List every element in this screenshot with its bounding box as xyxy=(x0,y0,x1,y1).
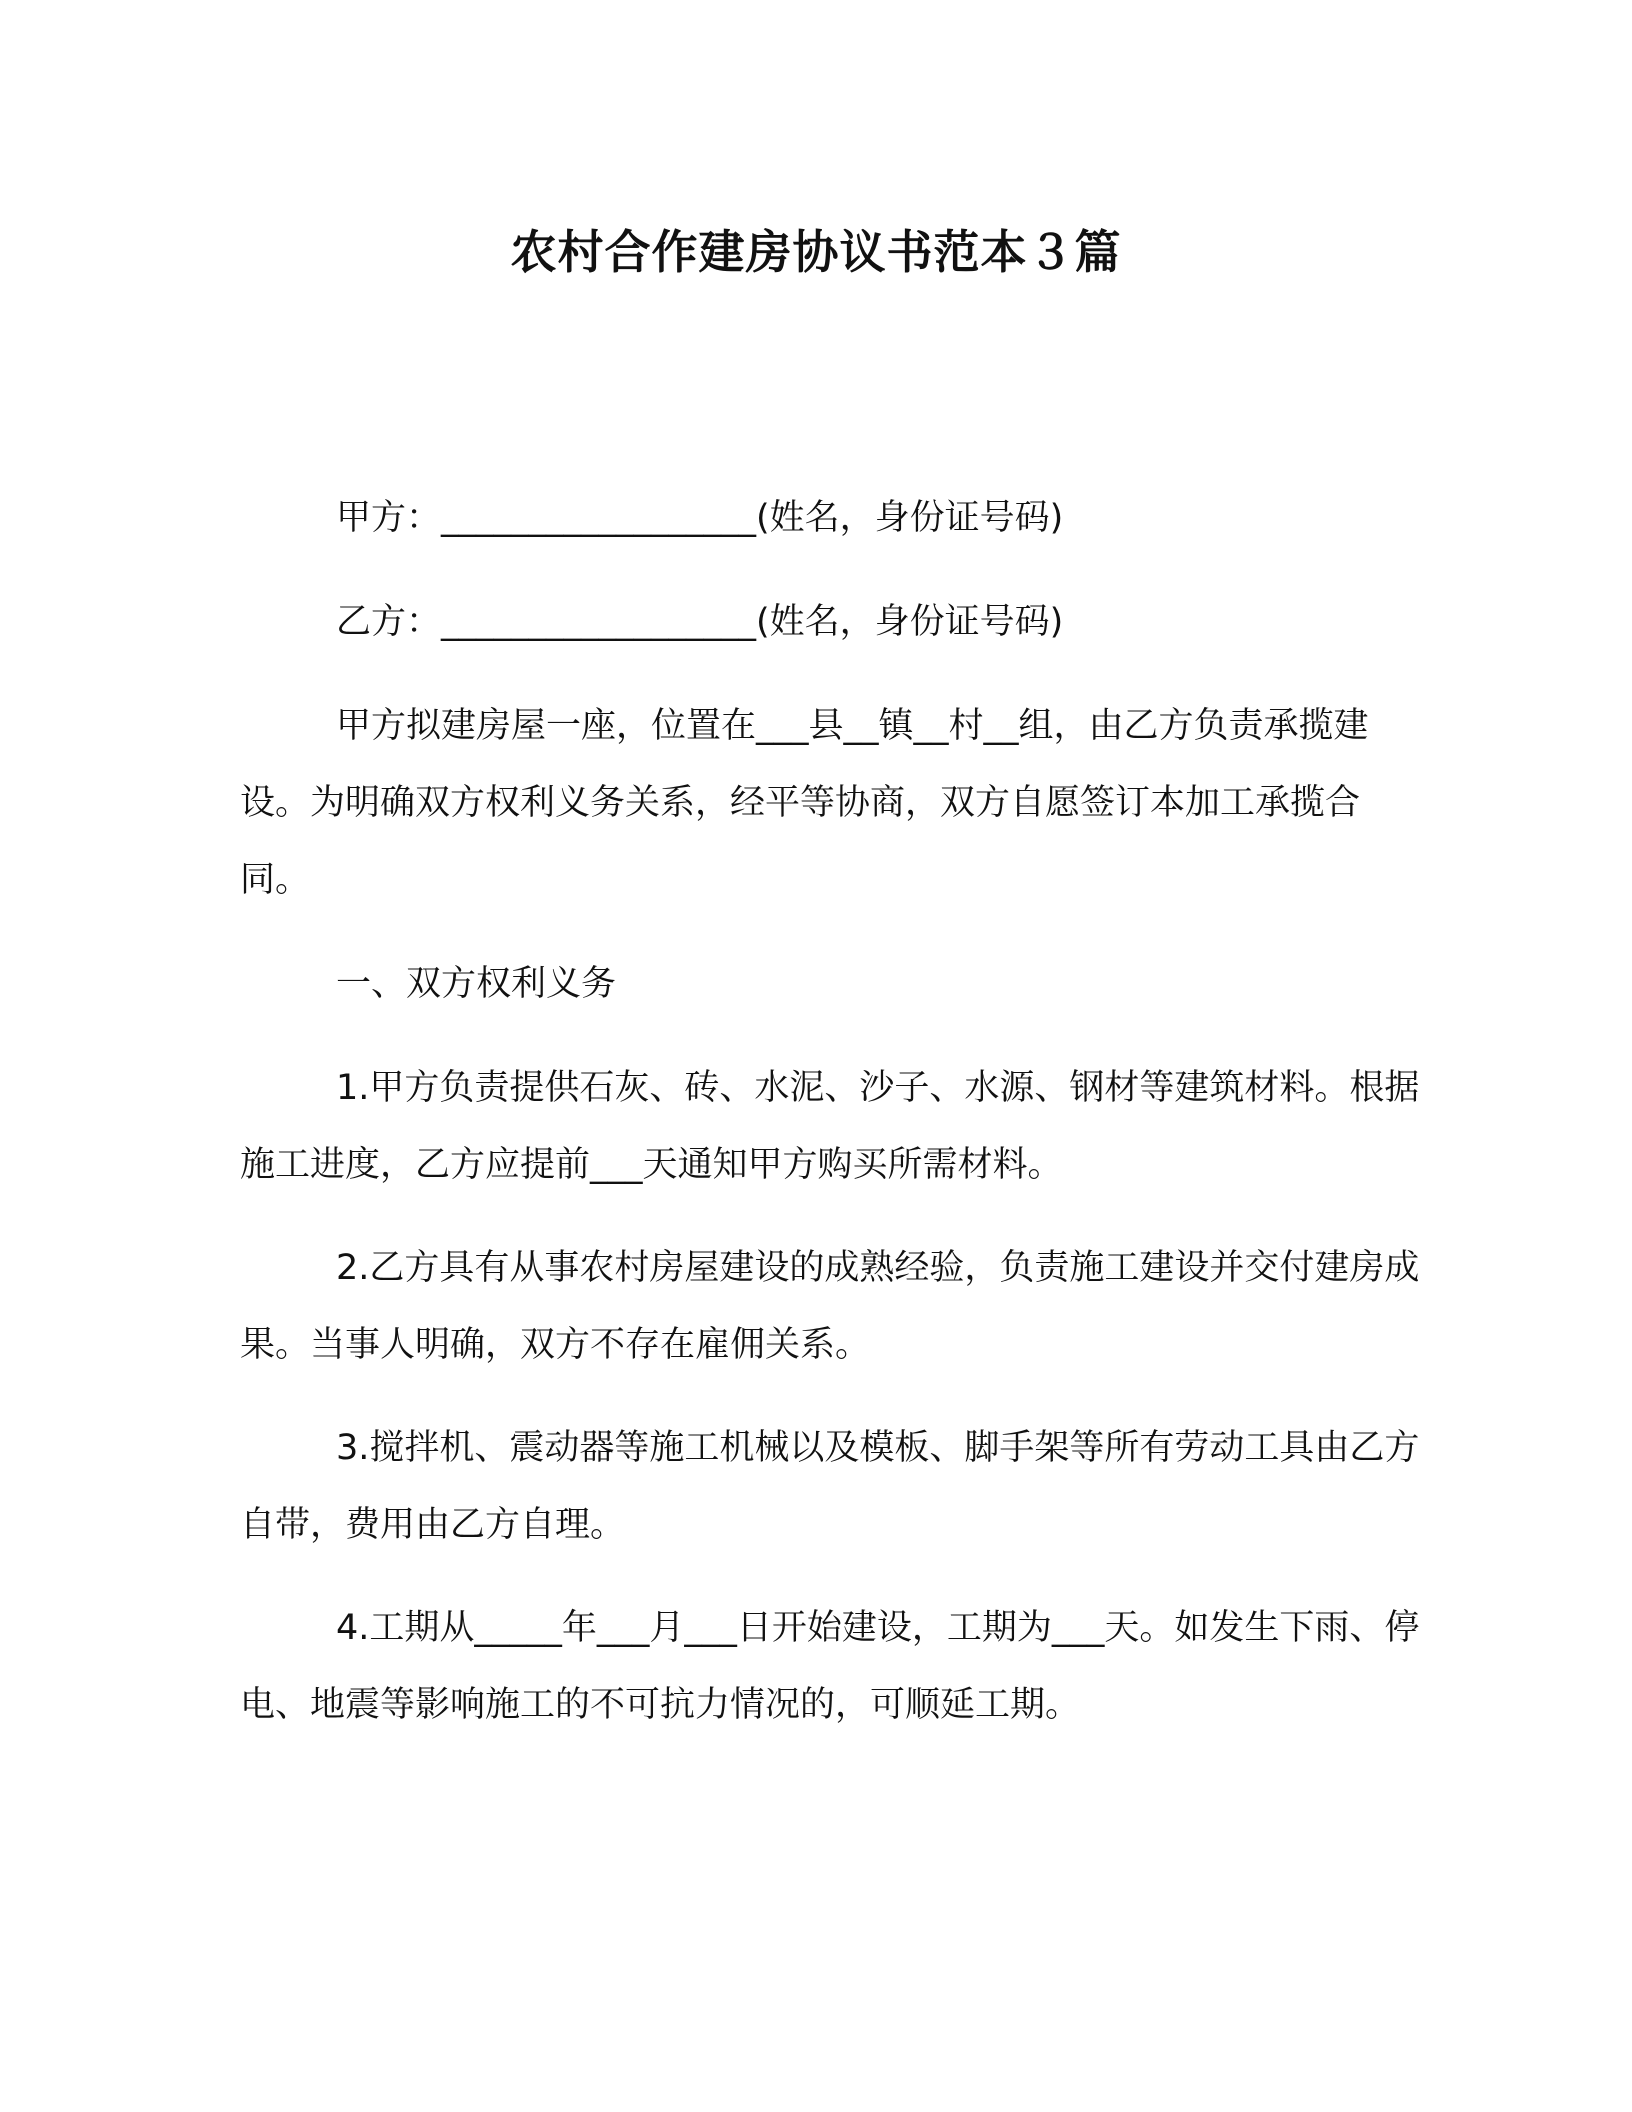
section-heading: 一、双方权利义务 xyxy=(336,964,617,1004)
party-a-line: 甲方：__________________(姓名，身份证号码) xyxy=(336,498,1064,538)
clause-3: 3.搅拌机、震动器等施工机械以及模板、脚手架等所有劳动工具由乙方自带，费用由乙方自理。 xyxy=(240,1428,1420,1545)
intro-paragraph: 甲方拟建房屋一座，位置在___县__镇__村__组，由乙方负责承揽建设。为明确双方权利义务关系，经平等协商，双方自愿签订本加工承揽合同。 xyxy=(240,706,1369,900)
document-title: 农村合作建房协议书范本３篇 xyxy=(510,225,1122,279)
clause-1: 1.甲方负责提供石灰、砖、水泥、沙子、水源、钢材等建筑材料。根据施工进度，乙方应提前___天通知甲方购买所需材料。 xyxy=(240,1068,1420,1185)
clause-4: 4.工期从_____年___月___日开始建设，工期为___天。如发生下雨、停电、地震等影响施工的不可抗力情况的，可顺延工期。 xyxy=(240,1608,1420,1725)
clause-2: 2.乙方具有从事农村房屋建设的成熟经验，负责施工建设并交付建房成果。当事人明确，双方不存在雇佣关系。 xyxy=(240,1248,1420,1365)
party-b-line: 乙方：__________________(姓名，身份证号码) xyxy=(336,602,1064,642)
